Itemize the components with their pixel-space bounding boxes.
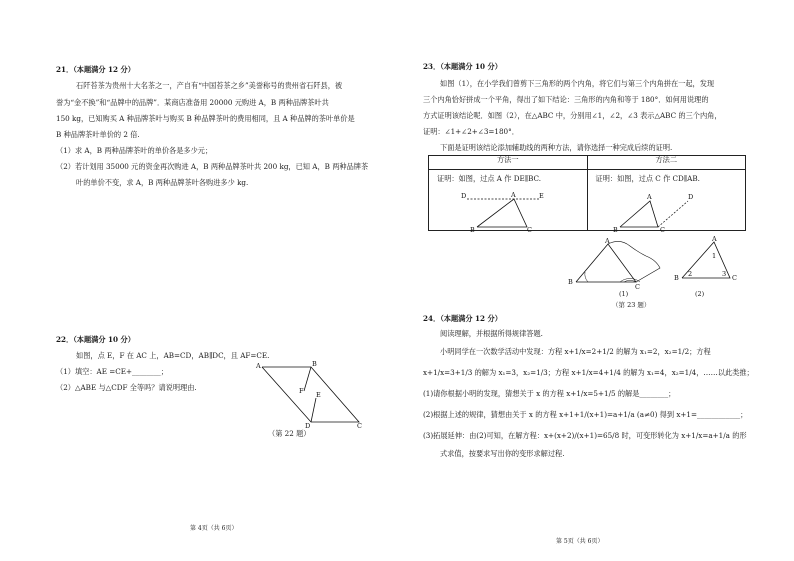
q22-sub2: （2）△ABE 与△CDF 全等吗？请说明理由. bbox=[56, 383, 197, 392]
q21-para-line-1: 石阡苔茶为贵州十大名茶之一，产自有“中国苔茶之乡”美誉称号的贵州省石阡县，被 bbox=[76, 81, 343, 90]
q21-sub1: （1）求 A，B 两种品牌茶叶的单价各是多少元； bbox=[56, 146, 213, 155]
q21-para-line-4: B 种品牌茶叶单价的 2 倍. bbox=[56, 130, 140, 139]
q23-fig1-label-c: C bbox=[635, 283, 640, 291]
q24-line-1: 小明同学在一次数学活动中发现：方程 x+1/x=2+1/2 的解为 x₁=2，x₂=1/2；方程 bbox=[440, 347, 711, 356]
method2-header: 方法二 bbox=[587, 156, 746, 170]
m1-label-d: D bbox=[461, 192, 467, 200]
q22-label-c: C bbox=[357, 422, 362, 430]
m2-label-a: A bbox=[646, 193, 652, 201]
method1-cell bbox=[429, 170, 588, 234]
method2-text: 证明：如图，过点 C 作 CD∥AB. bbox=[595, 174, 700, 183]
q22-title: 22．（本题满分 10 分） bbox=[56, 335, 135, 344]
q23-line-2: 三个内角恰好拼成一个平角，得出了如下结论：三角形的内角和等于 180°．如何用说理的 bbox=[423, 95, 709, 104]
q23-fig1-caption: (1) bbox=[619, 290, 629, 298]
m1-label-e: E bbox=[539, 192, 544, 200]
q21-sub2-line-2: 叶的单价不变，求 A，B 两种品牌茶叶各购进多少 kg. bbox=[76, 178, 249, 187]
q23-fig1-label-a: A bbox=[605, 237, 610, 245]
q21-sub2-line-1: （2）若计划用 35000 元的资金再次购进 A，B 两种品牌茶叶共 200 kg，已知 A，B 两种品牌茶 bbox=[56, 162, 369, 171]
q24-sub3-line-1: (3)拓展延伸：由(2)可知，在解方程：x+(x+2)/(x+1)=65/8 时，可变形转化为 x+1/x=a+1/a 的形 bbox=[423, 431, 747, 440]
m2-label-d: D bbox=[687, 193, 693, 201]
q23-caption: （第 23 题） bbox=[612, 301, 651, 309]
q23-line-3: 方式证明该结论呢．如图（2），在△ABC 中，分别用∠1，∠2，∠3 表示△ABC 的三个内角， bbox=[423, 111, 722, 120]
q24-intro: 阅读理解，并根据所得规律答题. bbox=[440, 329, 543, 338]
m1-label-a: A bbox=[511, 191, 516, 199]
q23-fig2-label-b: B bbox=[674, 274, 679, 282]
m2-label-c: C bbox=[659, 226, 665, 234]
q23-fig1-label-b: B bbox=[568, 278, 573, 286]
q23-title: 23．（本题满分 10 分） bbox=[423, 62, 502, 71]
q24-line-2: x+1/x=3+1/3 的解为 x₁=3，x₂=1/3；方程 x+1/x=4+1/4 的解为 x₁=4，x₂=1/4，……以此类推； bbox=[423, 368, 754, 377]
method1-text: 证明：如图，过点 A 作 DE∥BC. bbox=[437, 174, 542, 183]
q23-fig2-label-a: A bbox=[712, 235, 717, 243]
q23-fig2-angle-3: 3 bbox=[722, 270, 727, 278]
q21-title: 21．（本题满分 12 分） bbox=[56, 65, 135, 74]
q23-figure-2 bbox=[674, 236, 744, 286]
q23-fig2-label-c: C bbox=[732, 274, 737, 282]
left-page-footer: 第 4页（共 6页） bbox=[190, 525, 238, 532]
q22-figure bbox=[255, 360, 367, 430]
method1-figure bbox=[457, 188, 557, 232]
q23-fig2-angle-2: 2 bbox=[688, 270, 693, 278]
q22-sub1: （1）填空：AE =CE+________； bbox=[56, 367, 168, 376]
q22-label-a: A bbox=[256, 362, 261, 370]
q24-sub3-line-2: 式求值，按要求写出你的变形求解过程. bbox=[440, 449, 565, 458]
q23-line-4: 证明：∠1+∠2+∠3=180°． bbox=[423, 127, 519, 136]
q24-sub2: (2)根据上述的规律，猜想由关于 x 的方程 x+1+1/(x+1)=a+1/a (a≠0) 得到 x+1=____________； bbox=[423, 410, 748, 419]
m1-label-b: B bbox=[470, 226, 475, 234]
q23-fig2-caption: (2) bbox=[695, 290, 705, 298]
q23-figure-1 bbox=[568, 238, 668, 290]
q21-para-line-2: 誉为“金不换”和“品牌中的品牌”．某商店准备用 20000 元购进 A，B 两种品牌茶叶共 bbox=[56, 98, 329, 107]
q23-line-1: 如图（1），在小学我们曾剪下三角形的两个内角，将它们与第三个内角拼在一起，发现 bbox=[440, 79, 715, 88]
q23-fig2-angle-1: 1 bbox=[712, 252, 717, 260]
q24-sub1: (1)请你根据小明的发现，猜想关于 x 的方程 x+1/x=5+1/5 的解是________； bbox=[423, 389, 676, 398]
q22-intro: 如图，点 E，F 在 AC 上，AB=CD，AB∥DC，且 AF=CE. bbox=[76, 351, 270, 360]
q22-caption: （第 22 题） bbox=[268, 429, 311, 438]
method2-cell bbox=[587, 170, 746, 234]
q22-label-e: E bbox=[316, 391, 321, 399]
q24-title: 24．（本题满分 12 分） bbox=[423, 314, 502, 323]
right-page-footer: 第 5页（共 6页） bbox=[556, 538, 604, 545]
q22-label-d: D bbox=[305, 422, 311, 430]
q23-instruction: 下面是证明该结论添加辅助线的两种方法，请你选择一种完成后续的证明. bbox=[440, 143, 673, 152]
q21-para-line-3: 150 kg，已知购买 A 种品牌茶叶与购买 B 种品牌茶叶的费用相同，且 A 种品牌的茶叶单价是 bbox=[56, 114, 355, 123]
q23-methods-table bbox=[428, 155, 746, 234]
q22-label-f: F bbox=[299, 387, 304, 395]
m2-label-b: B bbox=[612, 226, 618, 234]
m1-label-c: C bbox=[527, 226, 532, 234]
method1-header: 方法一 bbox=[429, 156, 588, 170]
q22-label-b: B bbox=[312, 360, 317, 368]
method2-figure bbox=[608, 188, 718, 232]
